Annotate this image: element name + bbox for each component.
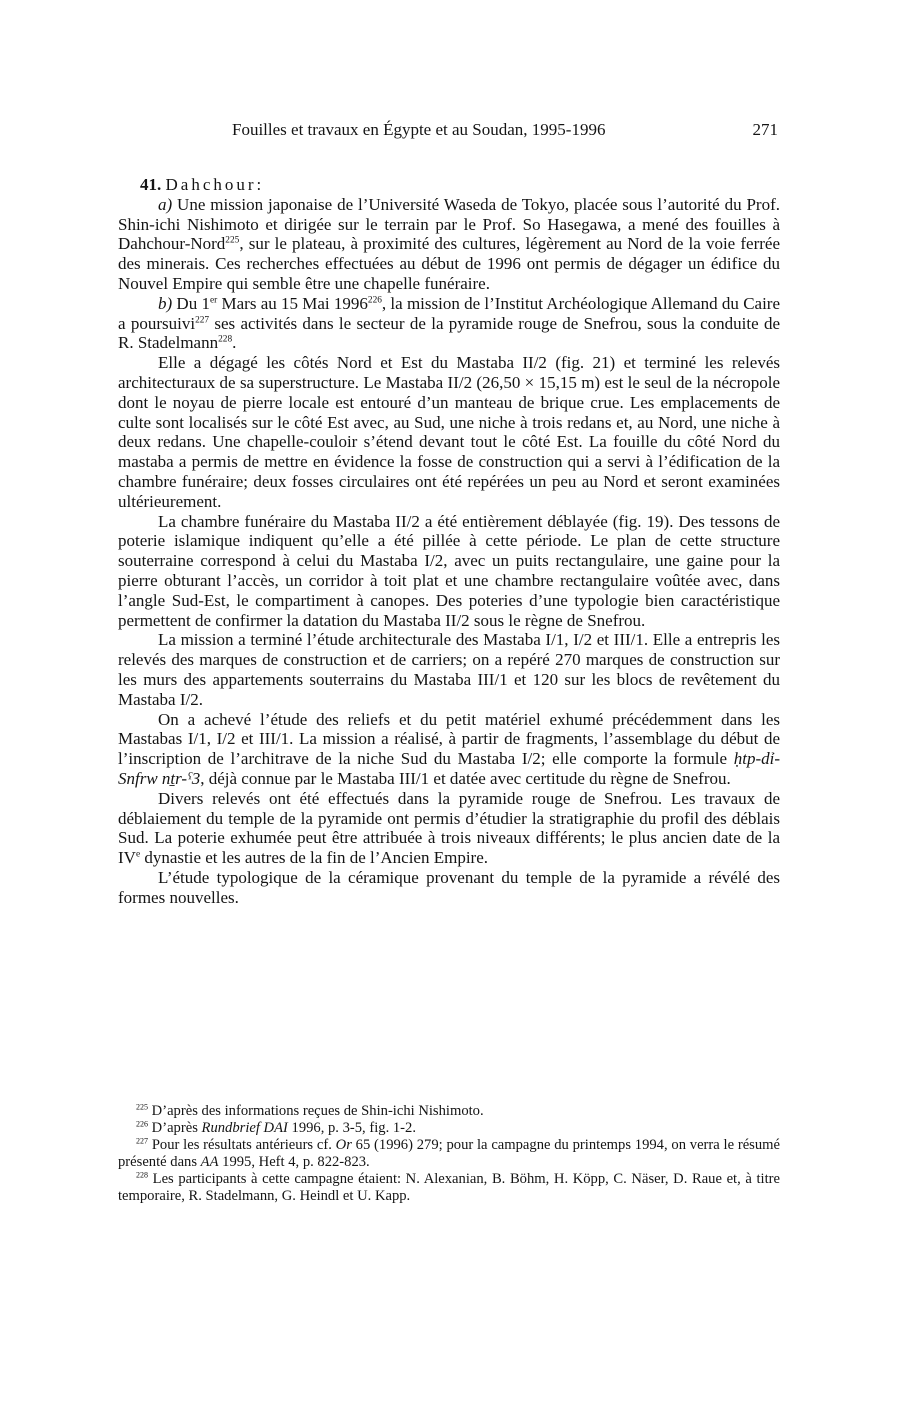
footnote-ref-225[interactable]: 225 [225,235,240,246]
footnote-ref-227[interactable]: 227 [195,315,210,326]
paragraph-red-pyramid: Divers relevés ont été effectués dans la pyramide rouge de Snefrou. Les travaux de déblaiement du temple de la pyramide ont permis d’étudier la stratigraphie du profil des déblais Sud. La poterie exhumée peut être attribuée à trois niveaux différents; le plus ancien date de la IVe dynastie et les autres de la fin de l’Ancien Empire. [118,788,780,868]
paragraph-b: b) Du 1er Mars au 15 Mai 1996$^{226}$, la mission de l’Institut Archéologique Allemand du Caire a poursuivi$^{227}$ ses activités dans le secteur de la pyramide rouge de Snefrou, sous la conduite de R. Stadelmann$^{228}$. [118,293,781,353]
footnote-ref-228[interactable]: 228 [218,334,233,345]
section-heading [118,175,780,195]
footnote-228: $^{228}$ Les participants à cette campagne étaient: N. Alexanian, B. Böhm, H. Köpp, C. Näser, D. Raue et, à titre temporaire, R. Stadelmann, G. Heindl et U. Kapp. [118,1170,780,1204]
footnote-227: $^{227}$ Pour les résultats antérieurs cf. Or 65 (1996) 279; pour la campagne du printemps 1994, on verra le résumé présenté dans AA 1995, Heft 4, p. 822-823. [118,1136,780,1170]
running-title: Fouilles et travaux en Égypte et au Soudan, 1995-1996 [232,120,606,139]
paragraph-a: a) Une mission japonaise de l’Université Waseda de Tokyo, placée sous l’autorité du Prof. Shin-ichi Nishimoto et dirigée sur le terrain par le Prof. So Hasegawa, a mené des fouilles à Dahchour-Nord$^{225}$, sur le plateau, à proximité des cultures, légèrement au Nord de la voie ferrée des minerais. Ces recherches effectuées au début de 1996 ont permis de dégager un édifice du Nouvel Empire qui semble être une chapelle funéraire. [118,194,780,293]
section-number: 41. [140,175,162,194]
paragraph-reliefs: On a achevé l’étude des reliefs et du petit matériel exhumé précédemment dans les Mastabas I/1, I/2 et III/1. La mission a réalisé, à partir de fragments, l’assemblage du début de l’inscription de l’architrave de la niche Sud du Mastaba I/2; elle comporte la formule ḥtp-dỉ-Snfrw nṯr-ˁ3, déjà connue par le Mastaba III/1 et datée avec certitude du règne de Snefrou. [118,709,780,788]
footnote-225: $^{225}$ D’après des informations reçues de Shin-ichi Nishimoto. [136,1102,484,1119]
page-number: 271 [752,120,778,139]
footnote-226: $^{226}$ D’après Rundbrief DAI 1996, p. 3-5, fig. 1-2. [136,1119,416,1136]
hieroglyph-formula: ḥtp-dỉ-Snfrw nṯr-ˁ3 [118,749,780,788]
main-text [118,175,780,907]
paragraph-mastaba-ii2: Elle a dégagé les côtés Nord et Est du Mastaba II/2 (fig. 21) et terminé les relevés architecturaux de sa superstructure. Le Mastaba II/2 (26,50 × 15,15 m) est le seul de la nécropole dont le noyau de pierre locale est entouré d’un manteau de brique crue. Les emplacements de culte sont localisés sur le côté Est avec, au Sud, une niche à trois redans et, au Nord, une niche à deux redans. Une chapelle-couloir s’étend devant tout le côté Est. La fouille du côté Nord du mastaba a permis de mettre en évidence la fosse de construction qui a servi à l’édification de la chambre funéraire; deux fosses circulaires ont été repérées un peu au Nord et seront examinées ultérieurement. [118,353,780,511]
footnote-ref-226[interactable]: 226 [367,295,382,306]
footnotes [118,1103,780,1205]
paragraph-b-label: b) [158,293,173,313]
running-header [118,120,778,142]
paragraph-architecture: La mission a terminé l’étude architecturale des Mastaba I/1, I/2 et III/1. Elle a entrepris les relevés des marques de construction et de carriers; on a repéré 270 marques de construction sur les murs des appartements souterrains du Mastaba III/1 et 120 sur les blocs de revêtement du Mastaba I/2. [118,630,780,709]
section-name: Dahchour: [165,175,265,194]
paragraph-a-label: a) [158,194,173,214]
paragraph-ceramics: L’étude typologique de la céramique provenant du temple de la pyramide a révélé des formes nouvelles. [118,867,780,907]
paragraph-burial-chamber: La chambre funéraire du Mastaba II/2 a été entièrement déblayée (fig. 19). Des tessons de poterie islamique indiquent qu’elle a été pillée à cette période. Le plan de cette structure souterraine correspond à celui du Mastaba I/2, avec un puits rectangulaire, une gaine pour la pierre obturant l’accès, un corridor à toit plat et une chambre rectangulaire voûtée avec, dans l’angle Sud-Est, le compartiment à canopes. Des poteries d’une typologie bien caractéristique permettent de confirmer la datation du Mastaba II/2 sous le règne de Snefrou. [118,511,780,630]
